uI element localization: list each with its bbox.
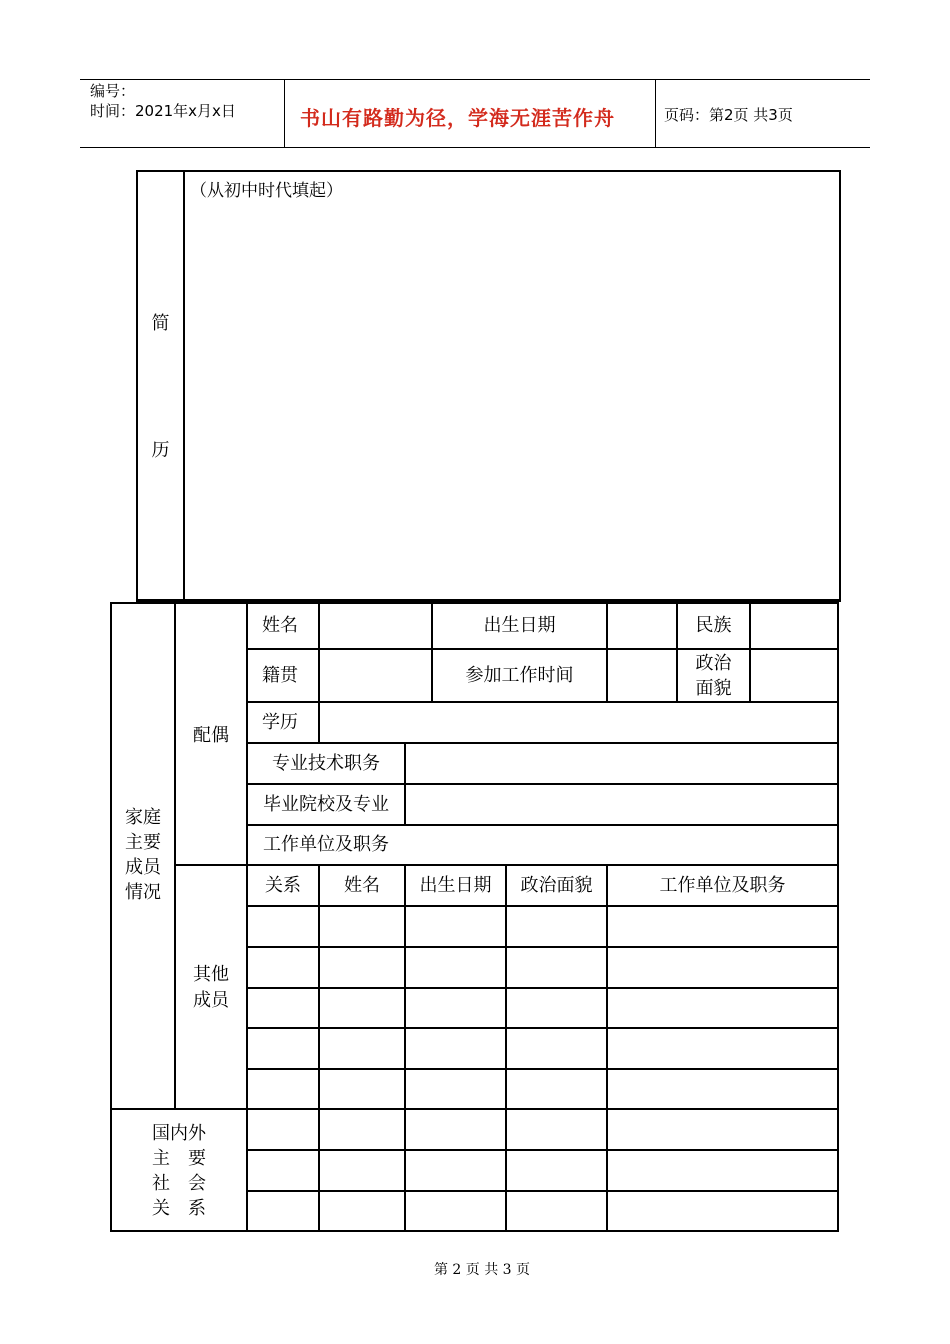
resume-input-area[interactable] xyxy=(186,200,838,598)
resume-hint: （从初中时代填起） xyxy=(190,181,343,201)
family-section-label: 家庭主要成员情况 xyxy=(125,807,161,903)
table-row[interactable] xyxy=(248,1192,837,1230)
resume-title-char: 简 xyxy=(151,313,170,334)
social-relations-label: 国内外 主 要 社 会 关 系 xyxy=(152,1123,206,1219)
header-divider xyxy=(284,79,285,148)
table-row[interactable] xyxy=(248,1029,837,1068)
resume-title-char: 历 xyxy=(151,440,170,461)
spouse-political-status-label: 政治面貌 xyxy=(695,652,732,699)
spouse-work-start-label: 参加工作时间 xyxy=(465,664,574,686)
spouse-school-major-label: 毕业院校及专业 xyxy=(263,793,389,815)
spouse-name-label: 姓名 xyxy=(262,615,298,636)
header-motto: 书山有路勤为径，学海无涯苦作舟 xyxy=(300,106,615,130)
spouse-ethnicity-input[interactable] xyxy=(751,604,837,648)
spouse-native-place-input[interactable] xyxy=(320,650,431,701)
spouse-name-input[interactable] xyxy=(320,604,431,648)
table-row[interactable] xyxy=(248,1070,837,1108)
column-header-birth-date: 出生日期 xyxy=(419,874,492,896)
column-header-political-status: 政治面貌 xyxy=(520,874,593,896)
document-number-label: 编号： xyxy=(90,82,136,100)
spouse-label: 配偶 xyxy=(193,725,229,746)
table-row[interactable] xyxy=(248,1110,837,1149)
page-footer: 第 2 页 共 3 页 xyxy=(433,1262,531,1278)
spouse-school-major-input[interactable] xyxy=(406,785,837,824)
spouse-native-place-label: 籍贯 xyxy=(262,664,298,686)
spouse-technical-title-input[interactable] xyxy=(406,744,837,783)
header-divider xyxy=(655,79,656,148)
header-top-rule xyxy=(80,79,870,80)
spouse-work-unit-label: 工作单位及职务 xyxy=(263,834,389,855)
table-row[interactable] xyxy=(248,907,837,946)
document-time-label: 时间：2021年x月x日 xyxy=(90,102,236,120)
column-header-name: 姓名 xyxy=(344,874,380,896)
table-row[interactable] xyxy=(248,989,837,1027)
spouse-ethnicity-label: 民族 xyxy=(695,615,732,636)
spouse-work-start-input[interactable] xyxy=(608,650,676,701)
spouse-work-unit-input[interactable] xyxy=(406,826,837,864)
spouse-birth-date-input[interactable] xyxy=(608,604,676,648)
column-header-work-unit: 工作单位及职务 xyxy=(659,874,786,896)
spouse-education-input[interactable] xyxy=(320,703,837,742)
page-indicator: 页码：第2页 共3页 xyxy=(664,106,793,124)
table-row[interactable] xyxy=(248,948,837,987)
spouse-education-label: 学历 xyxy=(262,711,298,733)
spouse-birth-date-label: 出生日期 xyxy=(483,615,556,636)
other-members-label: 其他成员 xyxy=(193,964,229,1011)
spouse-technical-title-label: 专业技术职务 xyxy=(272,752,380,774)
spouse-political-status-input[interactable] xyxy=(751,650,837,701)
column-header-relation: 关系 xyxy=(265,874,301,896)
table-row[interactable] xyxy=(248,1151,837,1190)
header-bottom-rule xyxy=(80,147,870,148)
